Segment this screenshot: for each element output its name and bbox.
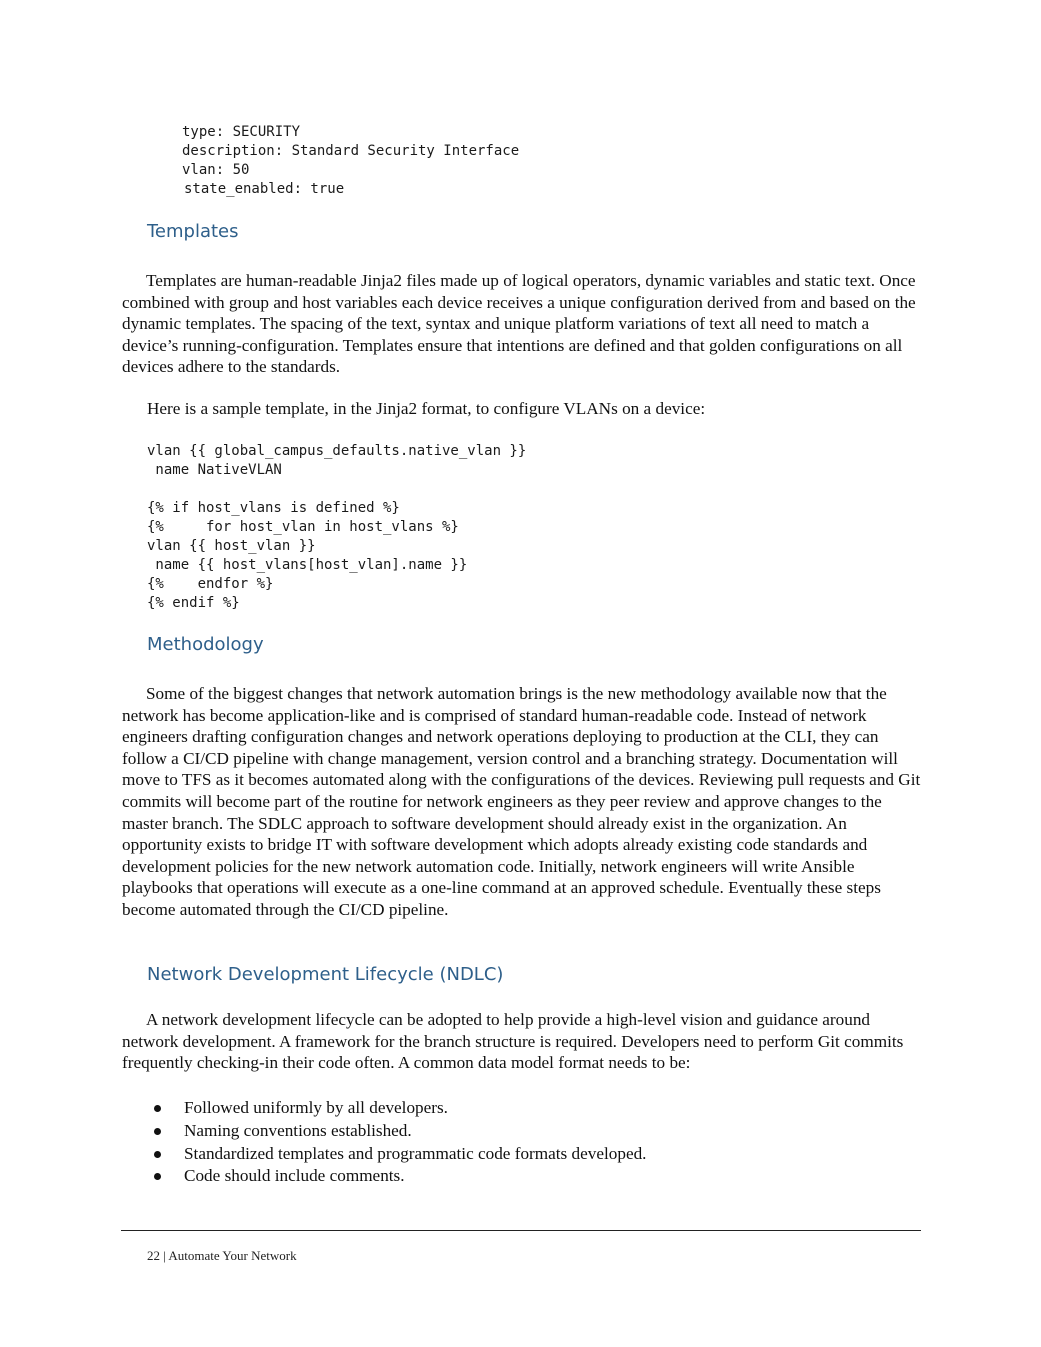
page-footer: 22 | Automate Your Network bbox=[147, 1248, 297, 1263]
list-item-text: Naming conventions established. bbox=[184, 1120, 412, 1140]
section-heading-ndlc: Network Development Lifecycle (NDLC) bbox=[147, 964, 504, 985]
bullet-icon bbox=[154, 1151, 161, 1158]
footer-divider bbox=[121, 1230, 921, 1231]
code-line: vlan {{ global_campus_defaults.native_vlan }} bbox=[147, 443, 527, 459]
code-line: vlan: 50 bbox=[182, 162, 250, 178]
methodology-paragraph: Some of the biggest changes that network automation brings is the new methodology available now that the network has become application-like and is comprised of standard human-readable code. Instead of network engineers drafting configuration changes and network operations deploying to production at the CLI, they can follow a CI/CD pipeline with change management, version control and a branching strategy. Documentation will move to TFS as it becomes automated along with the configurations of the devices. Reviewing pull requests and Git commits will become part of the routine for network engineers as they peer review and approve changes to the master branch. The SDLC approach to software development should already exist in the organization. An opportunity exists to bridge IT with software development which adopts already existing code standards and development policies for the new network automation code. Initially, network engineers will write Ansible playbooks that operations will execute as a one-line command at an approved schedule. Eventually these steps become automated through the CI/CD pipeline. bbox=[122, 684, 921, 919]
code-line: state_enabled: true bbox=[184, 181, 345, 197]
bullet-icon bbox=[154, 1128, 161, 1135]
ndlc-bullet-list bbox=[150, 1097, 646, 1188]
list-item-text: Standardized templates and programmatic code formats developed. bbox=[184, 1143, 647, 1163]
list-item bbox=[150, 1120, 646, 1143]
list-item bbox=[150, 1143, 646, 1166]
code-line: name {{ host_vlans[host_vlan].name }} bbox=[147, 557, 468, 573]
templates-paragraph: Templates are human-readable Jinja2 files made up of logical operators, dynamic variables and static text. Once combined with group and host variables each device receives a unique configuration derived from and based on the dynamic templates. The spacing of the text, syntax and unique platform variations of text all need to match a device’s running-configuration. Templates ensure that intentions are defined and that golden configurations on all devices adhere to the standards. bbox=[122, 271, 916, 377]
code-line: {% endif %} bbox=[147, 595, 240, 611]
code-line: description: Standard Security Interface bbox=[182, 143, 520, 159]
list-item-text: Followed uniformly by all developers. bbox=[184, 1098, 448, 1117]
section-heading-methodology: Methodology bbox=[147, 634, 264, 655]
list-item bbox=[150, 1165, 646, 1188]
code-line: name NativeVLAN bbox=[147, 462, 282, 478]
code-line: vlan {{ host_vlan }} bbox=[147, 538, 316, 554]
code-line: {% for host_vlan in host_vlans %} bbox=[147, 519, 459, 535]
bullet-icon bbox=[154, 1105, 161, 1112]
code-line: {% endfor %} bbox=[147, 576, 274, 592]
list-item-text: Code should include comments. bbox=[184, 1166, 405, 1186]
templates-sample-intro: Here is a sample template, in the Jinja2 format, to configure VLANs on a device: bbox=[147, 399, 706, 418]
bullet-icon bbox=[154, 1173, 161, 1180]
ndlc-paragraph: A network development lifecycle can be adopted to help provide a high-level vision and guidance around network development. A framework for the branch structure is required. Developers need to perform Git commits frequently checking-in their code often. A common data model format needs to be: bbox=[122, 1010, 904, 1073]
code-line: type: SECURITY bbox=[182, 124, 301, 140]
list-item bbox=[150, 1097, 646, 1120]
code-line: {% if host_vlans is defined %} bbox=[147, 500, 400, 516]
yaml-code-block bbox=[0, 0, 1041, 197]
section-heading-templates: Templates bbox=[147, 221, 239, 242]
